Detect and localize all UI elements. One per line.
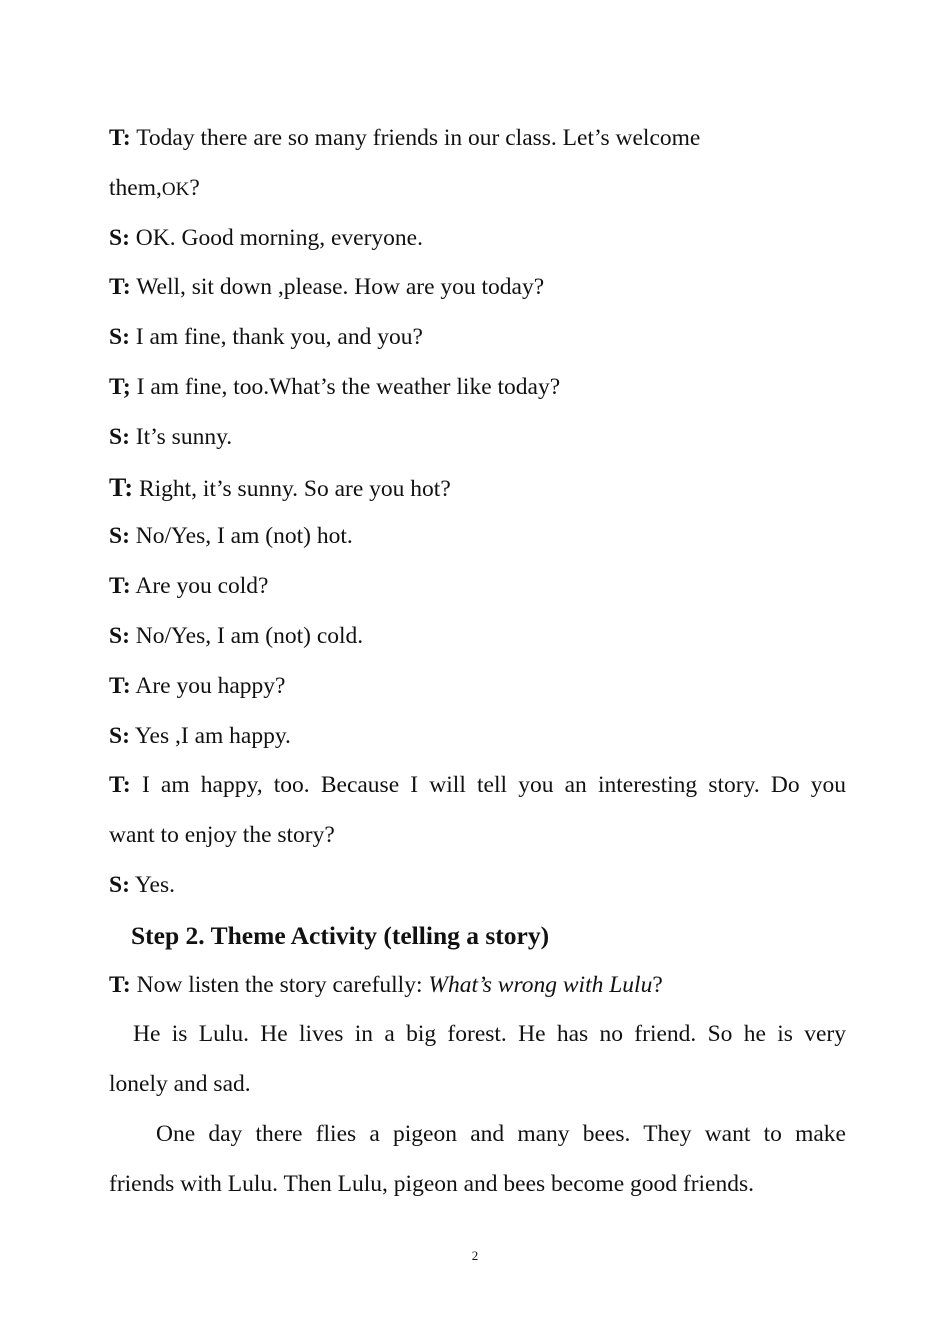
speaker-label: S: bbox=[109, 871, 130, 898]
page-number: 2 bbox=[471, 1248, 479, 1263]
dialogue-line bbox=[109, 463, 846, 513]
dialogue-text: OK. Good morning, everyone. bbox=[135, 224, 423, 251]
speaker-label: T: bbox=[109, 772, 131, 799]
dialogue-text: I am fine, too.What’s the weather like today? bbox=[136, 373, 561, 400]
dialogue-line bbox=[109, 363, 846, 413]
dialogue-text: Well, sit down ,please. How are you today? bbox=[136, 274, 545, 301]
story-intro bbox=[109, 961, 846, 1011]
dialogue-line bbox=[109, 313, 846, 363]
speaker-label: T: bbox=[109, 472, 134, 502]
speaker-label: S: bbox=[109, 324, 130, 351]
story-paragraph-line: friends with Lulu. Then Lulu, pigeon and bees become good friends. bbox=[109, 1170, 755, 1197]
document-page bbox=[109, 114, 846, 1210]
dialogue-text: Are you happy? bbox=[135, 672, 286, 699]
dialogue-line bbox=[109, 413, 846, 463]
dialogue-text: Right, it’s sunny. So are you hot? bbox=[138, 475, 451, 502]
speaker-label: T; bbox=[109, 373, 131, 400]
dialogue-text: Today there are so many friends in our class. Let’s welcome bbox=[136, 125, 701, 151]
dialogue-text: No/Yes, I am (not) hot. bbox=[135, 523, 353, 550]
dialogue-text: I am happy, too. Because I will tell you an interesting story. Do you bbox=[141, 772, 847, 799]
speaker-label: S: bbox=[109, 622, 130, 649]
speaker-label: S: bbox=[109, 523, 130, 550]
section-heading: Step 2. Theme Activity (telling a story) bbox=[131, 920, 550, 950]
speaker-label: T: bbox=[109, 971, 131, 998]
dialogue-continuation: want to enjoy the story? bbox=[109, 822, 335, 849]
story-title: What’s wrong with Lulu bbox=[428, 971, 653, 998]
speaker-label: T: bbox=[109, 125, 131, 151]
dialogue-continuation bbox=[109, 164, 846, 214]
dialogue-text: No/Yes, I am (not) cold. bbox=[135, 622, 364, 649]
story-paragraph-line: He is Lulu. He lives in a big forest. He has no friend. So he is very bbox=[133, 1021, 846, 1048]
dialogue-line bbox=[109, 263, 846, 313]
dialogue-line bbox=[109, 512, 846, 562]
speaker-label: S: bbox=[109, 423, 130, 450]
continuation-text: OK bbox=[161, 178, 190, 200]
continuation-text: ? bbox=[189, 174, 200, 201]
speaker-label: S: bbox=[109, 224, 130, 251]
continuation-text: them, bbox=[109, 174, 162, 201]
speaker-label: T: bbox=[109, 672, 131, 699]
speaker-label: T: bbox=[109, 573, 131, 600]
dialogue-text: It’s sunny. bbox=[135, 423, 233, 450]
dialogue-text: I am fine, thank you, and you? bbox=[135, 324, 423, 351]
story-paragraph-line: One day there flies a pigeon and many bees. They want to make bbox=[156, 1120, 846, 1147]
dialogue-text: Yes. bbox=[134, 871, 175, 898]
dialogue-text: Yes ,I am happy. bbox=[134, 722, 291, 749]
dialogue-line bbox=[109, 861, 846, 911]
dialogue-line bbox=[109, 662, 846, 712]
intro-end: ? bbox=[652, 971, 663, 998]
speaker-label: T: bbox=[109, 274, 131, 301]
speaker-label: S: bbox=[109, 722, 130, 749]
dialogue-text: Are you cold? bbox=[135, 573, 269, 600]
dialogue-line bbox=[109, 761, 846, 811]
dialogue-line bbox=[109, 712, 846, 762]
story-paragraph-line: lonely and sad. bbox=[109, 1071, 251, 1098]
intro-text: Now listen the story carefully: bbox=[136, 971, 423, 998]
dialogue-line bbox=[109, 114, 846, 164]
dialogue-line bbox=[109, 612, 846, 662]
dialogue-line bbox=[109, 214, 846, 264]
dialogue-line bbox=[109, 562, 846, 612]
